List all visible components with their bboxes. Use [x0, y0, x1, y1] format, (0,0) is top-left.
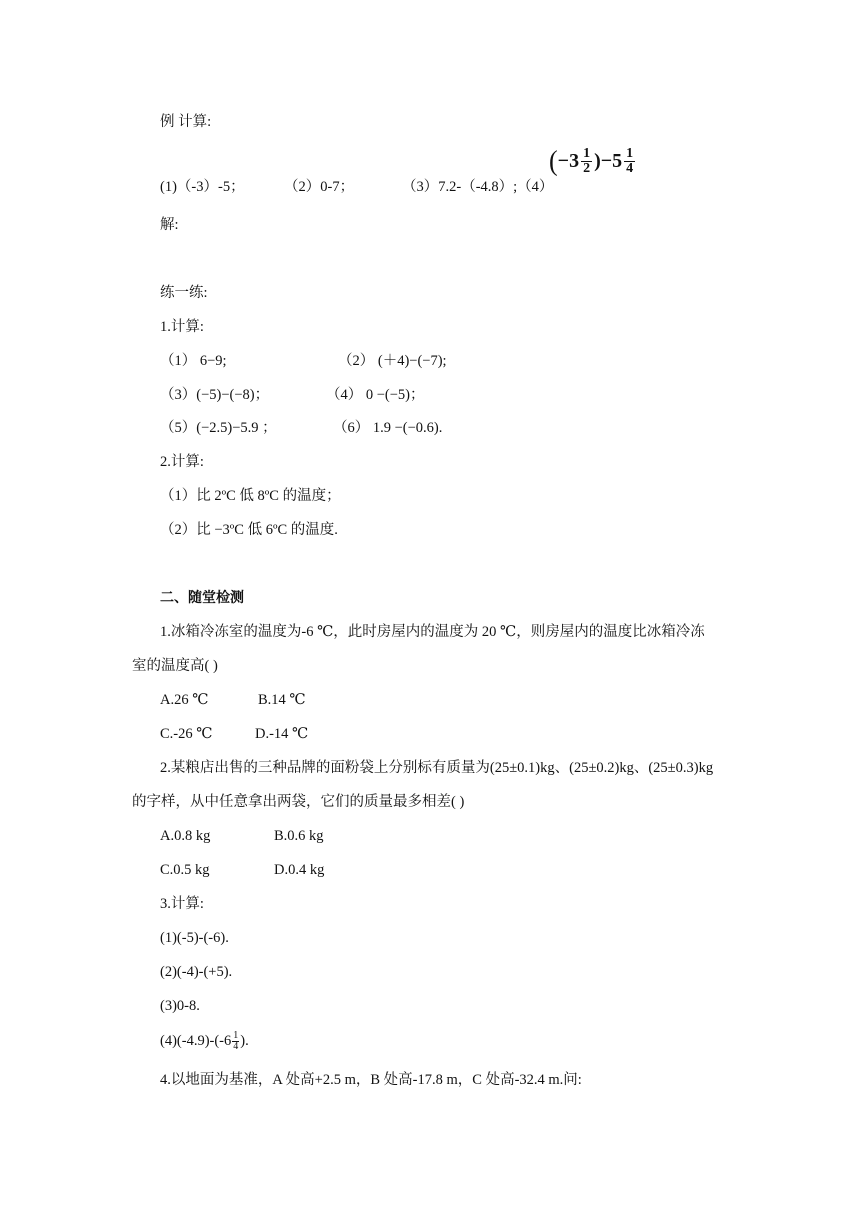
q3-item-3: (3)0-8. — [160, 998, 200, 1014]
q2-option-c: C.0.5 kg — [160, 862, 210, 878]
practice-1-4: （4） 0 −(−5)； — [326, 387, 425, 403]
example-title: 例 计算: — [160, 114, 212, 130]
example-part-1: (1)（-3）-5； — [160, 179, 245, 195]
practice-1-3: （3）(−5)−(−8)； — [160, 387, 270, 403]
solution-label: 解: — [160, 217, 179, 233]
q2-option-a: A.0.8 kg — [160, 828, 211, 844]
q3-item-4-pre: (4)(-4.9)-(-6 — [160, 1032, 232, 1049]
q1-option-a: A.26 ℃ — [160, 692, 209, 708]
section-heading: 二、随堂检测 — [160, 590, 244, 606]
q3-item-4-den: 4 — [233, 1041, 239, 1052]
practice-q2: 2.计算: — [160, 454, 204, 470]
expr-num-2: 1 — [626, 145, 634, 161]
practice-1-5: （5）(−2.5)−5.9 ； — [160, 420, 277, 436]
practice-1-2: （2） (＋4)−(−7); — [338, 353, 447, 369]
expr-num-1: 1 — [583, 145, 591, 161]
q3-item-4-fraction — [232, 1031, 239, 1052]
q3-item-2: (2)(-4)-(+5). — [160, 964, 233, 980]
practice-2-1: （1）比 2ºC 低 8ºC 的温度； — [160, 488, 341, 504]
mixed-number-expression — [549, 146, 637, 176]
expr-den-2: 4 — [626, 160, 634, 176]
practice-q1: 1.计算: — [160, 319, 204, 335]
q2-option-b: B.0.6 kg — [274, 828, 324, 844]
q1-line-1: 1.冰箱冷冻室的温度为-6 ℃，此时房屋内的温度为 20 ℃，则房屋内的温度比冰箱冷冻 — [160, 624, 705, 640]
practice-1-6: （6） 1.9 −(−0.6). — [333, 420, 443, 436]
expr-fraction-2 — [624, 147, 635, 176]
q3-item-4-num: 1 — [233, 1030, 239, 1041]
q2-option-d: D.0.4 kg — [274, 862, 325, 878]
q3-item-4 — [160, 1031, 249, 1052]
example-part-2: （2）0-7； — [284, 179, 355, 195]
practice-2-2: （2）比 −3ºC 低 6ºC 的温度. — [160, 522, 338, 538]
example-part-3: （3）7.2-（-4.8）;（4） — [402, 179, 554, 195]
practice-1-1: （1） 6−9; — [160, 353, 227, 369]
expr-fraction-1 — [581, 147, 592, 176]
q3-item-1: (1)(-5)-(-6). — [160, 930, 229, 946]
expr-whole-1: −3 — [557, 149, 580, 172]
q2-line-1: 2.某粮店出售的三种品牌的面粉袋上分别标有质量为(25±0.1)kg、(25±0.2)kg、(25±0.3)kg — [160, 760, 714, 776]
expr-open-paren: ( — [549, 144, 558, 177]
q1-option-c: C.-26 ℃ — [160, 726, 213, 742]
q1-option-d: D.-14 ℃ — [255, 726, 309, 742]
q1-option-b: B.14 ℃ — [258, 692, 306, 708]
practice-title: 练一练: — [160, 285, 208, 301]
expr-den-1: 2 — [583, 160, 591, 176]
q2-line-2: 的字样，从中任意拿出两袋，它们的质量最多相差( ) — [132, 794, 465, 810]
q1-line-2: 室的温度高( ) — [132, 658, 218, 674]
q3-item-4-post: ). — [240, 1032, 249, 1049]
expr-mid: )−5 — [594, 149, 623, 172]
q3-title: 3.计算: — [160, 896, 204, 912]
q4-line: 4.以地面为基准，A 处高+2.5 m，B 处高-17.8 m，C 处高-32.4 m.问: — [160, 1072, 582, 1088]
